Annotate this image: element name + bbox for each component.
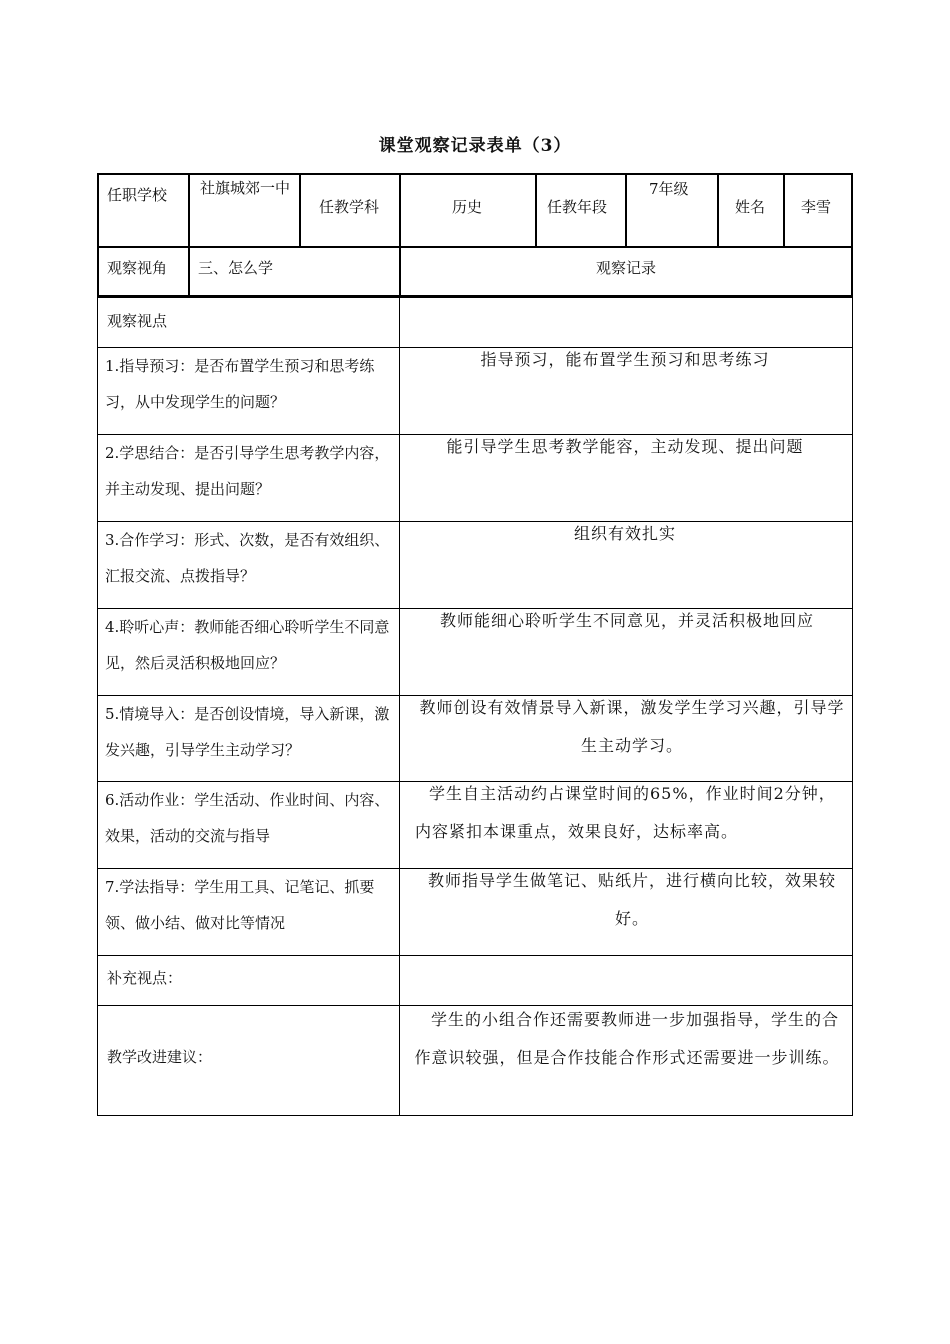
grade-value: 7年级 (649, 180, 689, 198)
observation-point: 1.指导预习：是否布置学生预习和思考练习，从中发现学生的问题？ (105, 357, 375, 411)
name-value: 李雪 (801, 198, 832, 216)
header-divider (625, 173, 627, 247)
observation-point: 6.活动作业：学生活动、作业时间、内容、效果，活动的交流与指导 (105, 791, 390, 845)
grade-label: 任教年段 (547, 198, 608, 216)
row-divider (97, 246, 853, 248)
table-border-left (97, 173, 98, 1116)
observation-point: 2.学思结合：是否引导学生思考教学内容，并主动发现、提出问题？ (105, 444, 390, 498)
column-divider (399, 297, 400, 1116)
table-border-bottom (97, 1115, 853, 1116)
school-value: 社旗城郊一中 (199, 179, 290, 197)
observation-record: 组织有效扎实 (573, 524, 676, 543)
header-divider (783, 173, 785, 247)
subject-value: 历史 (452, 198, 483, 216)
observation-record: 教师创设有效情景导入新课，激发学生学习兴趣，引导学生主动学习。 (419, 698, 845, 755)
row-divider (97, 295, 853, 298)
supplement-label: 补充视点： (107, 969, 183, 987)
observation-record: 教师指导学生做笔记、贴纸片，进行横向比较，效果较好。 (427, 871, 836, 928)
header-divider (188, 173, 190, 247)
suggestion-text: 学生的小组合作还需要教师进一步加强指导，学生的合作意识较强，但是合作技能合作形式还需要进一步训练。 (414, 1010, 840, 1067)
header-divider (188, 247, 190, 297)
name-label: 姓名 (735, 198, 766, 216)
observation-point: 4.聆听心声：教师能否细心聆听学生不同意见，然后灵活积极地回应？ (105, 618, 390, 672)
observation-record: 指导预习，能布置学生预习和思考练习 (480, 350, 770, 369)
observation-point: 5.情境导入：是否创设情境，导入新课，激发兴趣，引导学生主动学习？ (105, 705, 390, 759)
observation-record: 能引导学生思考教学能容，主动发现、提出问题 (446, 437, 804, 456)
observation-record: 学生自主活动约占课堂时间的65%，作业时间2分钟，内容紧扣本课重点，效果良好，达标率高。 (415, 784, 836, 841)
subject-label: 任教学科 (319, 198, 380, 216)
perspective-label: 观察视角 (107, 259, 168, 277)
header-divider (535, 173, 537, 247)
observation-point: 3.合作学习：形式、次数，是否有效组织、汇报交流、点拨指导？ (105, 531, 390, 585)
observation-record: 教师能细心聆听学生不同意见，并灵活积极地回应 (439, 611, 814, 630)
suggestion-label: 教学改进建议： (107, 1048, 213, 1066)
row-divider (97, 955, 853, 956)
table-border-left-thick (97, 173, 99, 298)
header-divider (717, 173, 719, 247)
table-border-right (852, 173, 853, 1116)
perspective-value: 三、怎么学 (198, 259, 274, 277)
record-column-header: 观察记录 (595, 259, 656, 277)
form-title: 课堂观察记录表单（3） (378, 136, 572, 156)
school-label: 任职学校 (107, 186, 168, 204)
observation-table (97, 173, 853, 1116)
header-divider (299, 173, 301, 247)
observation-point: 7.学法指导：学生用工具、记笔记、抓要领、做小结、做对比等情况 (105, 878, 375, 932)
points-header: 观察视点 (107, 312, 168, 330)
